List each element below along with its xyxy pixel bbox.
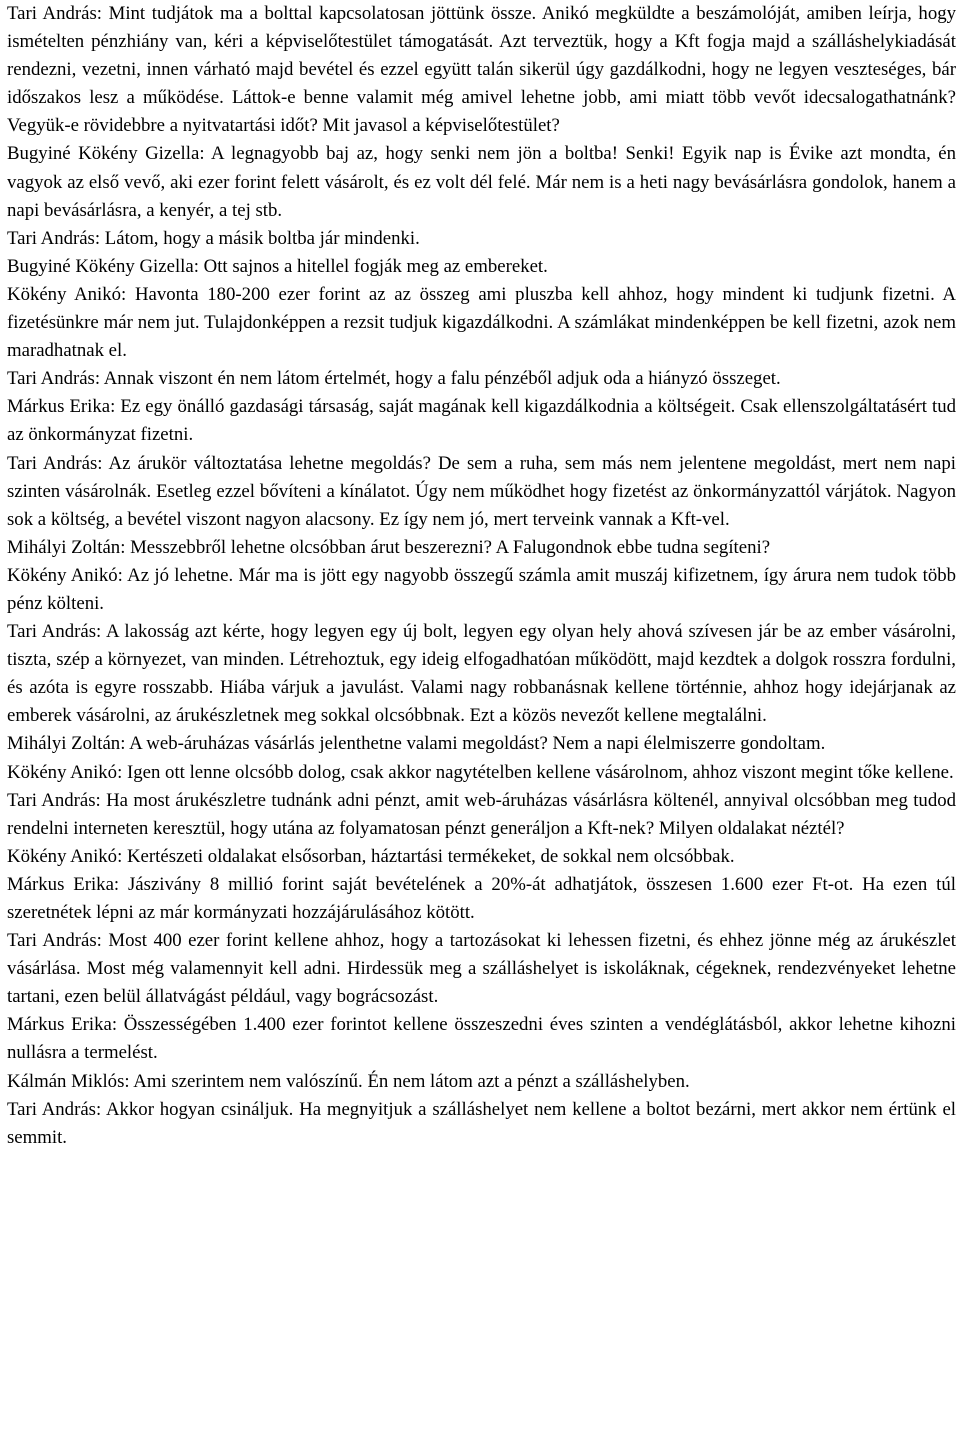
paragraph-kokeny-4: Kökény Anikó: Kertészeti oldalakat elsősorban, háztartási termékeket, de sokkal nem olcsóbbak. [7, 845, 735, 867]
paragraph-tari-5: Tari András: A lakosság azt kérte, hogy legyen egy új bolt, legyen egy olyan hely ahová szívesen jár be az ember vásárolni, tiszta, szép a környezet, van minden. Létrehoztuk, egy ideig elfogadhatóan működött, majd kezdtek a dolgok rosszra fordulni, és azóta is egyre rosszabb. Hiába várjuk a javulást. Valami nagy robbanásnak kellene történnie, ahhoz hogy idejárjanak az emberek vásárolni, az árukészletnek meg sokkal olcsóbbnak. Ezt a közös nevezőt kellene megtalálni. [7, 621, 956, 727]
paragraph-bugyine-2: Bugyiné Kökény Gizella: Ott sajnos a hitellel fogják meg az embereket. [7, 255, 548, 277]
paragraph-kalman-1: Kálmán Miklós: Ami szerintem nem valószínű. Én nem látom azt a pénzt a szálláshelyben. [7, 1070, 690, 1092]
paragraph-tari-intro: Tari András: Mint tudjátok ma a bolttal kapcsolatosan jöttünk össze. Anikó megküldte a beszámolóját, amiben leírja, hogy ismételten pénzhiány van, kéri a képviselőtestület támogatását. Azt terveztük, hogy a Kft fogja majd a szálláshelykiadását rendezni, vezetni, innen várható majd bevétel és ezzel együtt talán sikerül úgy gazdálkodni, hogy ne legyen veszteséges, bár időszakos lesz a működése. Láttok-e benne valamit még amivel lehetne jobb, ami miatt több vevőt idecsalogathatnánk? Vegyük-e rövidebbre a nyitvatartási időt? Mit javasol a képviselőtestület? [7, 3, 956, 137]
paragraph-tari-4: Tari András: Az árukör változtatása lehetne megoldás? De sem a ruha, sem más nem jelentene megoldást, mert nem napi szinten vásárolnák. Esetleg ezzel bővíteni a kínálatot. Úgy nem működhet hogy fizetést az önkormányzattól várjátok. Nagyon sok a költség, a bevétel viszont nagyon alacsony. Ez így nem jó, mert terveink vannak a Kft-vel. [7, 452, 956, 530]
paragraph-mihalyi-1: Mihályi Zoltán: Messzebbről lehetne olcsóbban árut beszerezni? A Falugondnok ebbe tudna segíteni? [7, 536, 771, 558]
paragraph-tari-2: Tari András: Látom, hogy a másik boltba jár mindenki. [7, 227, 420, 249]
paragraph-tari-7: Tari András: Most 400 ezer forint kellene ahhoz, hogy a tartozásokat ki lehessen fizetni, és ehhez jönne még az árukészlet vásárlása. Most még valamennyit kell adni. Hirdessük meg a szálláshelyet is iskoláknak, cégeknek, rendezvényeket lehetne tartani, ezen belül állatvágást például, vagy bográcsozást. [7, 930, 956, 1008]
paragraph-kokeny-2: Kökény Anikó: Az jó lehetne. Már ma is jött egy nagyobb összegű számla amit muszáj kifizetnem, így árura nem tudok több pénz költeni. [7, 564, 956, 614]
paragraph-markus-3: Márkus Erika: Összességében 1.400 ezer forintot kellene összeszedni éves szinten a vendéglátásból, akkor lehetne kihozni nullásra a termelést. [7, 1014, 956, 1064]
paragraph-tari-3: Tari András: Annak viszont én nem látom értelmét, hogy a falu pénzéből adjuk oda a hiányzó összeget. [7, 368, 781, 390]
paragraph-kokeny-1: Kökény Anikó: Havonta 180-200 ezer forint az az összeg ami pluszba kell ahhoz, hogy mindent ki tudjunk fizetni. A fizetésünkre már nem jut. Tulajdonképpen a rezsit tudjuk kigazdálkodni. A számlákat mindenképpen be kell fizetni, azok nem maradhatnak el. [7, 283, 956, 362]
paragraph-bugyine-1: Bugyiné Kökény Gizella: A legnagyobb baj az, hogy senki nem jön a boltba! Senki! Egyik nap is Évike azt mondta, én vagyok az első vevő, aki ezer forint felett vásárolt, és ez volt dél felé. Már nem is a heti nagy bevásárlásra gondolok, hanem a napi bevásárlásra, a kenyér, a tej stb. [7, 143, 956, 221]
paragraph-tari-6: Tari András: Ha most árukészletre tudnánk adni pénzt, amit web-áruházas vásárlásra költenél, annyival olcsóbban meg tudod rendelni interneten keresztül, hogy utána az folyamatosan pénzt generáljon a Kft-nek? Milyen oldalakat néztél? [7, 789, 956, 839]
paragraph-markus-2: Márkus Erika: Jászivány 8 millió forint saját bevételének a 20%-át adhatjátok, összesen 1.600 ezer Ft-ot. Ha ezen túl szeretnétek lépni az már kormányzati hozzájárulásához kötött. [7, 873, 956, 923]
paragraph-tari-8: Tari András: Akkor hogyan csináljuk. Ha megnyitjuk a szálláshelyet nem kellene a boltot bezárni, mert akkor nem értünk el semmit. [7, 1098, 956, 1148]
paragraph-markus-1: Márkus Erika: Ez egy önálló gazdasági társaság, saját magának kell kigazdálkodnia a költségeit. Csak ellenszolgáltatásért tud az önkormányzat fizetni. [7, 396, 956, 446]
paragraph-mihalyi-2: Mihályi Zoltán: A web-áruházas vásárlás jelenthetne valami megoldást? Nem a napi élelmiszerre gondoltam. [7, 733, 826, 755]
paragraph-kokeny-3: Kökény Anikó: Igen ott lenne olcsóbb dolog, csak akkor nagytételben kellene vásárolnom, ahhoz viszont megint tőke kellene. [7, 761, 954, 783]
